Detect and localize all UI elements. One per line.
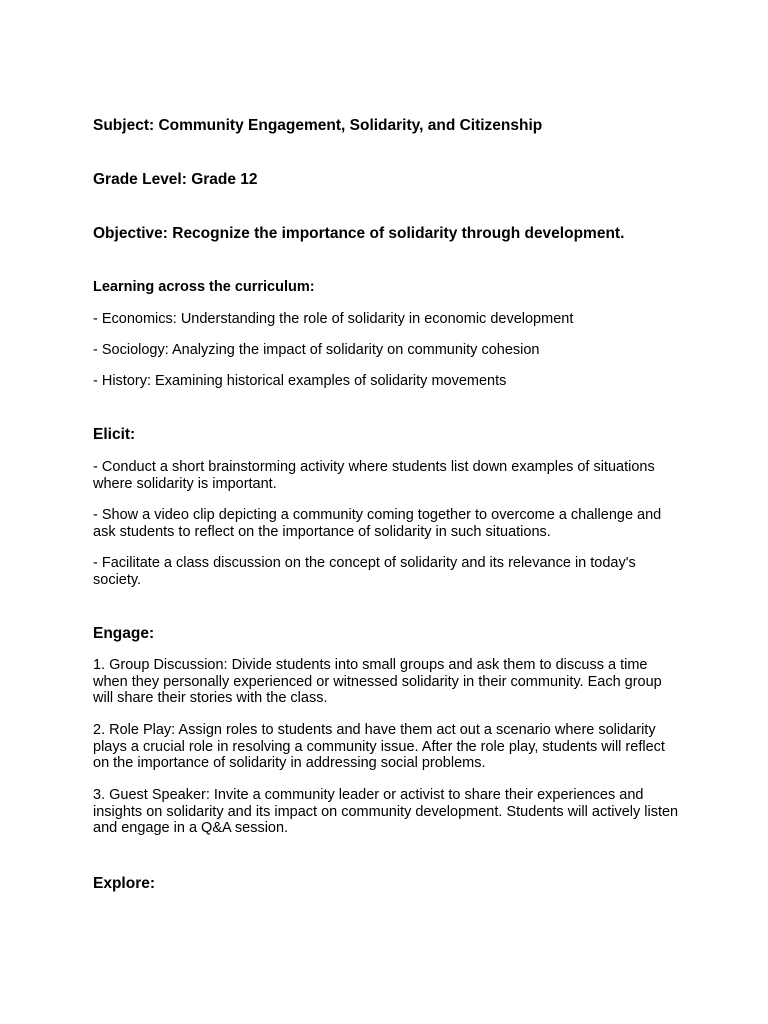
learning-item-economics: - Economics: Understanding the role of solidarity in economic development [93, 311, 574, 327]
engage-item-1: 1. Group Discussion: Divide students into small groups and ask them to discuss a time when they personally experienced or witnessed solidarity in their community. Each group will share their stories with the class. [93, 657, 662, 707]
learning-across-heading: Learning across the curriculum: [93, 279, 315, 295]
grade-level-heading: Grade Level: Grade 12 [93, 171, 258, 188]
engage-item-2: 2. Role Play: Assign roles to students and have them act out a scenario where solidarity plays a crucial role in resolving a community issue. After the role play, students will reflect on the importance of solidarity in addressing social problems. [93, 722, 665, 772]
engage-heading: Engage: [93, 625, 155, 642]
elicit-item-3: - Facilitate a class discussion on the concept of solidarity and its relevance in today's society. [93, 555, 636, 588]
engage-item-3: 3. Guest Speaker: Invite a community leader or activist to share their experiences and insights on solidarity and its impact on community development. Students will actively listen and engage in a Q&A session. [93, 787, 679, 837]
explore-heading: Explore: [93, 875, 156, 892]
elicit-item-1: - Conduct a short brainstorming activity where students list down examples of situations where solidarity is important. [93, 459, 655, 492]
learning-item-sociology: - Sociology: Analyzing the impact of solidarity on community cohesion [93, 342, 540, 358]
learning-item-history: - History: Examining historical examples of solidarity movements [93, 373, 507, 389]
objective-heading: Objective: Recognize the importance of solidarity through development. [93, 225, 625, 242]
elicit-item-2: - Show a video clip depicting a community coming together to overcome a challenge and ask students to reflect on the importance of solidarity in such situations. [93, 507, 662, 540]
elicit-heading: Elicit: [93, 426, 136, 443]
subject-heading: Subject: Community Engagement, Solidarity, and Citizenship [93, 117, 543, 134]
